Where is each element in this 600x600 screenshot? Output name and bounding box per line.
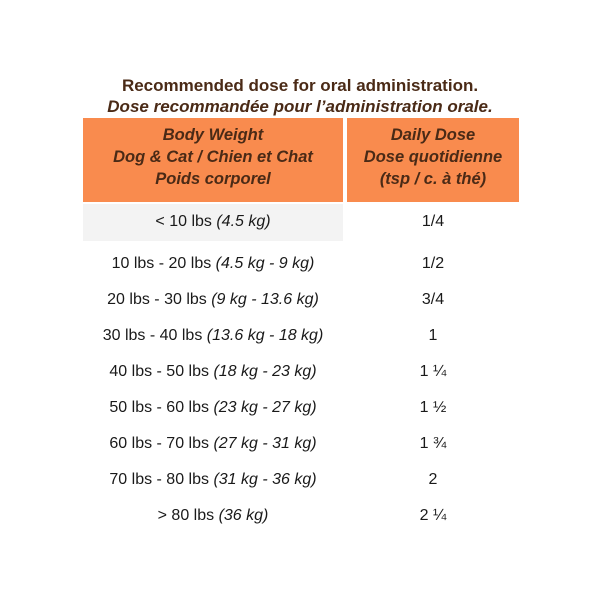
dose-cell: 2 ¼	[419, 507, 447, 524]
weight-cell: 60 lbs - 70 lbs (27 kg - 31 kg)	[109, 435, 317, 452]
dose-cell: 1	[428, 327, 438, 344]
weight-cell: 30 lbs - 40 lbs (13.6 kg - 18 kg)	[102, 327, 324, 344]
header-weight-line-1: Body Weight	[162, 126, 264, 144]
dose-cell: 3/4	[421, 291, 445, 308]
dose-cell: 1/4	[421, 213, 445, 230]
header-weight-line-3: Poids corporel	[155, 170, 271, 188]
weight-cell: 10 lbs - 20 lbs (4.5 kg - 9 kg)	[111, 255, 315, 272]
header-weight-line-2: Dog & Cat / Chien et Chat	[113, 148, 313, 166]
weight-cell: 20 lbs - 30 lbs (9 kg - 13.6 kg)	[107, 291, 319, 308]
title-french: Dose recommandée pour l’administration orale.	[107, 97, 493, 116]
weight-cell: 50 lbs - 60 lbs (23 kg - 27 kg)	[109, 399, 317, 416]
dose-cell: 1 ½	[419, 399, 447, 416]
weight-cell: 40 lbs - 50 lbs (18 kg - 23 kg)	[109, 363, 317, 380]
header-dose-line-3: (tsp / c. à thé)	[379, 170, 487, 188]
weight-cell: < 10 lbs (4.5 kg)	[155, 213, 271, 230]
dose-cell: 1 ¾	[419, 435, 447, 452]
title-english: Recommended dose for oral administration.	[121, 76, 479, 95]
header-body-weight	[83, 118, 343, 202]
weight-cell: 70 lbs - 80 lbs (31 kg - 36 kg)	[109, 471, 317, 488]
header-daily-dose	[347, 118, 519, 202]
header-dose-line-2: Dose quotidienne	[363, 148, 503, 166]
dose-cell: 1 ¼	[419, 363, 447, 380]
header-dose-line-1: Daily Dose	[390, 126, 476, 144]
dose-cell: 1/2	[421, 255, 445, 272]
weight-cell: > 80 lbs (36 kg)	[157, 507, 269, 524]
dose-cell: 2	[428, 471, 438, 488]
